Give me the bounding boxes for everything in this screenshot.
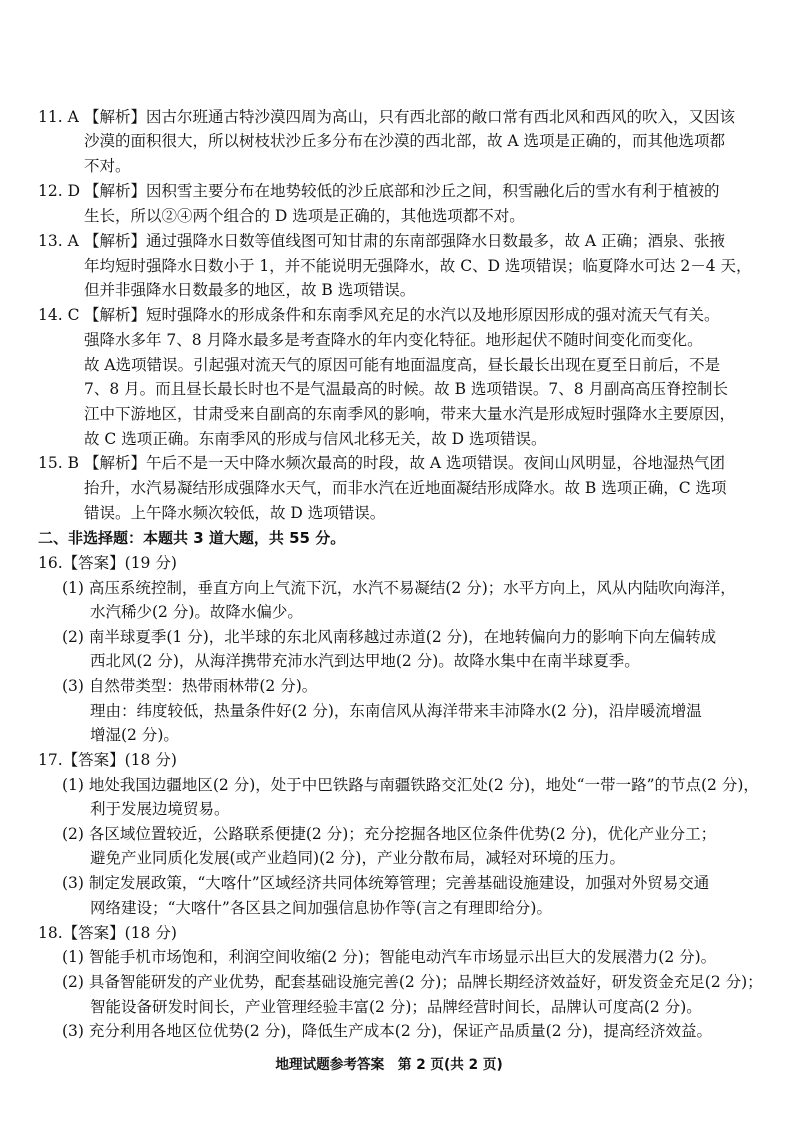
answer-line: 13. A 【解析】通过强降水日数等值线图可知甘肃的东南部强降水日数最多，故 A 正确；酒泉、张掖: [38, 232, 726, 250]
answer-line: 12. D 【解析】因积雪主要分布在地势较低的沙丘底部和沙丘之间，积雪融化后的雪水有利于植被的: [38, 182, 720, 200]
answer-line: 沙漠的面积很大，所以树枝状沙丘多分布在沙漠的西北部，故 A 选项是正确的，而其他选项都: [84, 132, 726, 150]
answer-line: 7、8 月。而且昼长最长时也不是气温最高的时候。故 B 选项错误。7、8 月副高高压脊控制长: [84, 380, 729, 398]
answer-line: 错误。上午降水频次较低，故 D 选项错误。: [84, 504, 386, 522]
answer-line: 江中下游地区，甘肃受来自副高的东南季风的影响，带来大量水汽是形成短时强降水主要原因，: [84, 405, 736, 423]
answer-line: (1) 地处我国边疆地区(2 分)，处于中巴铁路与南疆铁路交汇处(2 分)，地处“一带一路”的节点(2 分)，: [62, 776, 759, 794]
answer-line: 增湿(2 分)。: [90, 726, 179, 744]
answer-line: (1) 智能手机市场饱和，利润空间收缩(2 分)；智能电动汽车市场显示出巨大的发展潜力(2 分)。: [62, 948, 717, 966]
answer-line: 故 C 选项正确。东南季风的形成与信风北移无关，故 D 选项错误。: [84, 430, 547, 448]
section-title: 二、非选择题：本题共 3 道大题，共 55 分。: [38, 529, 346, 547]
question-number: 13. A: [38, 232, 79, 250]
answer-line: 理由：纬度较低，热量条件好(2 分)，东南信风从海洋带来丰沛降水(2 分)，沿岸暖流增温: [90, 702, 702, 720]
answer-line: 14. C 【解析】短时强降水的形成条件和东南季风充足的水汽以及地形原因形成的强对流天气有关。: [38, 306, 720, 324]
answer-line: 故 A选项错误。引起强对流天气的原因可能有地面温度高，昼长最长出现在夏至日前后，不是: [84, 356, 721, 374]
question-number: 15. B: [38, 454, 79, 472]
answer-line: 利于发展边境贸易。: [90, 800, 230, 818]
answer-line: (3) 制定发展政策，“大喀什”区域经济共同体统筹管理；完善基础设施建设，加强对外贸易交通: [62, 874, 710, 892]
question-header: 17.【答案】(18 分): [38, 751, 177, 769]
question-header: 18.【答案】(18 分): [38, 924, 177, 942]
answer-line: (2) 南半球夏季(1 分)，北半球的东北风南移越过赤道(2 分)，在地转偏向力的影响下向左偏转成: [62, 628, 717, 646]
answer-line: (3) 自然带类型：热带雨林带(2 分)。: [62, 677, 318, 695]
answer-line: 15. B 【解析】午后不是一天中降水频次最高的时段，故 A 选项错误。夜间山风明显，谷地湿热气团: [38, 454, 726, 472]
question-number: 12. D: [38, 182, 81, 200]
answer-line: 但并非强降水日数最多的地区，故 B 选项错误。: [84, 281, 416, 299]
question-number: 14. C: [38, 306, 80, 324]
answer-line: (2) 具备智能研发的产业优势，配套基础设施完善(2 分)；品牌长期经济效益好，研发资金充足(2 分)；: [62, 973, 763, 991]
answer-line: 水汽稀少(2 分)。故降水偏少。: [90, 603, 303, 621]
answer-line: 智能设备研发时间长，产业管理经验丰富(2 分)；品牌经营时间长，品牌认可度高(2 分)。: [90, 998, 702, 1016]
answer-line: 强降水多年 7、8 月降水最多是考查降水的年内变化特征。地形起伏不随时间变化而变化。: [84, 331, 703, 349]
answer-line: 避免产业同质化发展(或产业趋同)(2 分)，产业分散布局，减轻对环境的压力。: [90, 849, 625, 867]
answer-line: 生长，所以②④两个组合的 D 选项是正确的，其他选项都不对。: [84, 207, 525, 225]
answer-line: 抬升，水汽易凝结形成强降水天气，而非水汽在近地面凝结形成降水。故 B 选项正确，C 选项: [84, 479, 727, 497]
answer-line: 不对。: [84, 157, 131, 175]
answer-line: 年均短时强降水日数小于 1，并不能说明无强降水，故 C、D 选项错误；临夏降水可达 2－4 天，: [84, 257, 752, 275]
answer-line: 网络建设；“大喀什”各区县之间加强信息协作等(言之有理即给分)。: [90, 899, 552, 917]
answer-line: (2) 各区域位置较近，公路联系便捷(2 分)；充分挖掘各地区位条件优势(2 分)，优化产业分工；: [62, 825, 717, 843]
question-header: 16.【答案】(19 分): [38, 554, 177, 572]
question-number: 11. A: [38, 108, 79, 126]
answer-line: 11. A 【解析】因古尔班通古特沙漠四周为高山，只有西北部的敞口常有西北风和西风的吹入，又因该: [38, 108, 736, 126]
page-footer: 地理试题参考答案 第 2 页(共 2 页): [275, 1057, 503, 1073]
answer-line: (3) 充分利用各地区位优势(2 分)，降低生产成本(2 分)，保证产品质量(2 分)，提高经济效益。: [62, 1022, 713, 1040]
answer-line: 西北风(2 分)，从海洋携带充沛水汽到达甲地(2 分)。故降水集中在南半球夏季。: [90, 652, 640, 670]
answer-line: (1) 高压系统控制，垂直方向上气流下沉，水汽不易凝结(2 分)；水平方向上，风从内陆吹向海洋，: [62, 579, 736, 597]
